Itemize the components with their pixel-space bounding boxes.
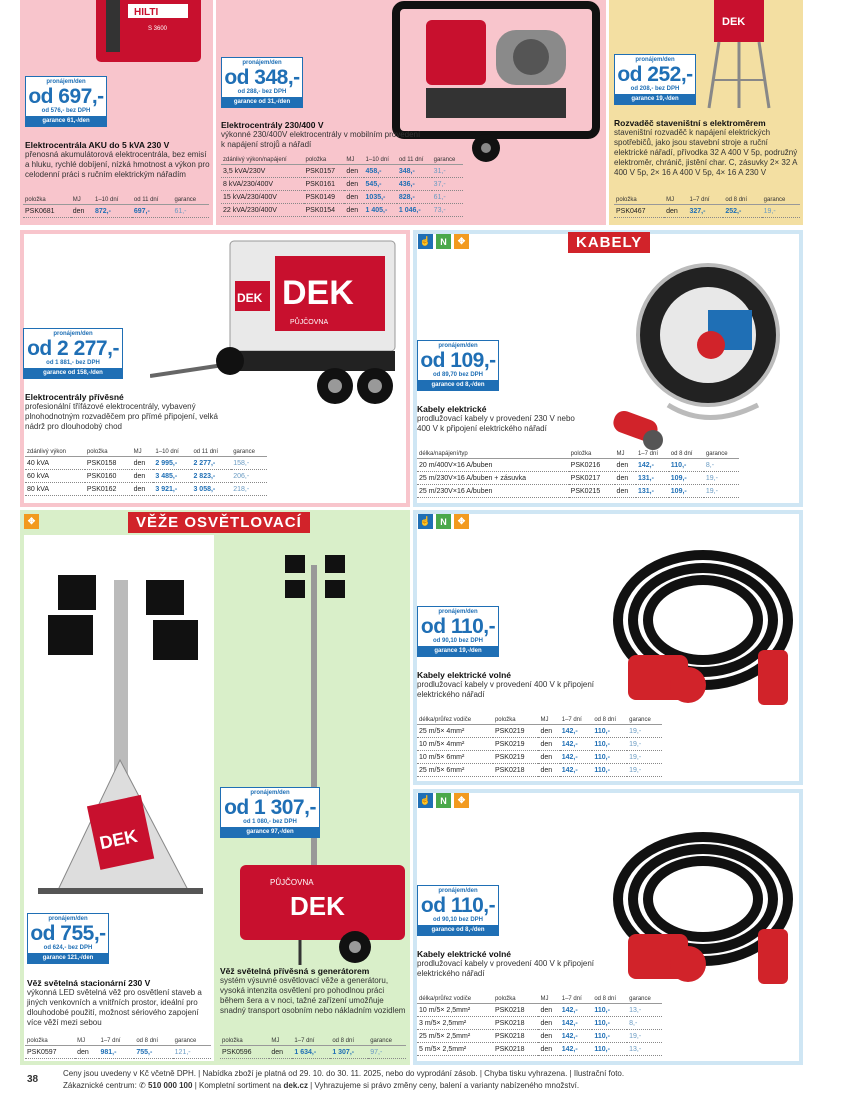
price-value: od 697,- bbox=[28, 85, 104, 108]
web-link[interactable]: dek.cz bbox=[283, 1081, 308, 1090]
price-label: pronájem/den bbox=[48, 916, 88, 922]
panel-veze bbox=[20, 510, 410, 1065]
table-row: 5 m/5× 2,5mm² PSK0218 den 142,- 110,- 13,- bbox=[417, 1043, 662, 1056]
price-label: pronájem/den bbox=[46, 79, 86, 85]
product-desc bbox=[417, 404, 587, 434]
table-row: 25 m/230V×16 A/buben PSK0215 den 131,- 109,- 19,- bbox=[417, 485, 739, 498]
hand-icon: ☝ bbox=[418, 234, 433, 249]
hand-icon: ☝ bbox=[418, 514, 433, 529]
price-box bbox=[614, 54, 696, 105]
warranty: garance 97,-/den bbox=[221, 827, 319, 837]
price-novat: od 1 881,- bez DPH bbox=[46, 360, 100, 366]
price-value: od 1 307,- bbox=[224, 796, 316, 819]
table-row: 10 m/5× 4mm² PSK0219 den 142,- 110,- 19,- bbox=[417, 738, 662, 751]
n-icon: N bbox=[436, 793, 451, 808]
panel-trailer bbox=[20, 230, 410, 507]
price-label: pronájem/den bbox=[635, 57, 675, 63]
product-desc bbox=[221, 120, 421, 150]
table-row: 25 m/230V×16 A/buben + zásuvka PSK0217 den 131,- 109,- 19,- bbox=[417, 472, 739, 485]
dek-logo-small: DEK bbox=[237, 291, 263, 305]
dek-logo: DEK bbox=[290, 891, 345, 921]
product-title: Kabely elektrické volné bbox=[417, 949, 512, 959]
category-banner: VĚŽE OSVĚTLOVACÍ bbox=[128, 512, 310, 533]
price-novat: od 288,- bez DPH bbox=[237, 89, 287, 95]
phone-icon: ✆ bbox=[139, 1081, 148, 1090]
table-row: 60 kVA PSK0160 den 3 485,- 2 823,- 206,- bbox=[25, 470, 267, 483]
product-title: Věž světelná přívěsná s generátorem bbox=[220, 966, 370, 976]
page-number: 38 bbox=[27, 1074, 39, 1085]
n-icon: N bbox=[436, 234, 451, 249]
product-desc bbox=[417, 949, 597, 979]
move-icon: ✥ bbox=[454, 514, 469, 529]
light-tower-trailer-image bbox=[230, 535, 405, 970]
price-value: od 252,- bbox=[617, 63, 693, 86]
cable-coil-image bbox=[608, 535, 798, 720]
dek-logo: DEK bbox=[97, 825, 140, 854]
table-row: 20 m/400V×16 A/buben PSK0216 den 142,- 110,- 8,- bbox=[417, 459, 739, 472]
price-value: od 755,- bbox=[30, 922, 106, 945]
hand-icon: ☝ bbox=[418, 793, 433, 808]
price-table: délka/napájení/typ položka MJ 1–7 dní od 8 dní garance 20 m/400V×16 A/buben PSK0216 den 142,- 110,- 8,- 25 m/230V×16 A/buben + zásuvka PSK0217 den 131,- 109,- 19,- 25 m/230V×16 A/buben PSK0215 den 131,- 109,- 19,- bbox=[417, 450, 739, 498]
price-table: zdánlivý výkon/napájení položka MJ 1–10 dní od 11 dní garance 3,5 kVA/230V PSK0157 den 458,- 348,- 31,- 8 kVA/230/400V PSK0161 den 545,- 436,- 37,- 15 kVA/230/400V PSK0149 den 1035,- 828,- 61,- 22 kVA/230/400V PSK0154 den 1 405,- 1 046,- 73,- bbox=[221, 156, 463, 217]
product-desc bbox=[614, 118, 802, 178]
table-row: 10 m/5× 6mm² PSK0219 den 142,- 110,- 19,- bbox=[417, 751, 662, 764]
price-novat: od 576,- bez DPH bbox=[41, 108, 91, 114]
dek-logo: DEK bbox=[282, 274, 354, 312]
panel-hilti bbox=[20, 0, 213, 225]
product-text: přenosná akumulátorová elektrocentrála, bez emisí a hluku, rychlé dobíjení, nízká hmotnost a výkon pro celodenní práci s ručním elektrickým nářadím bbox=[25, 150, 210, 179]
cable-coil-image bbox=[608, 819, 798, 999]
panel-gen230 bbox=[216, 0, 606, 225]
warranty: garance od 158,-/den bbox=[24, 368, 122, 378]
feature-badges bbox=[418, 514, 469, 529]
feature-badges bbox=[418, 793, 469, 808]
product-title: Věž světelná stacionární 230 V bbox=[27, 978, 151, 988]
price-box bbox=[220, 787, 320, 838]
table-row: PSK0467 den 327,- 252,- 19,- bbox=[614, 205, 800, 218]
table-row: 8 kVA/230/400V PSK0161 den 545,- 436,- 37,- bbox=[221, 178, 463, 191]
price-value: od 2 277,- bbox=[27, 337, 119, 360]
product-desc bbox=[27, 978, 212, 1028]
price-box bbox=[25, 76, 107, 127]
product-title: Kabely elektrické bbox=[417, 404, 487, 414]
table-row: 3,5 kVA/230V PSK0157 den 458,- 348,- 31,- bbox=[221, 165, 463, 178]
product-title: Kabely elektrické volné bbox=[417, 670, 512, 680]
feature-badges bbox=[418, 234, 469, 249]
footer-line1: Ceny jsou uvedeny v Kč včetně DPH. | Nabídka zboží je platná od 29. 10. do 30. 11. 2025, nebo do vyprodání zásob. | Chyba tisku vyhrazena. | Ilustrační foto. bbox=[63, 1069, 625, 1078]
product-title: Elektrocentrály 230/400 V bbox=[221, 120, 324, 130]
table-row: 15 kVA/230/400V PSK0149 den 1035,- 828,- 61,- bbox=[221, 191, 463, 204]
price-novat: od 90,10 bez DPH bbox=[432, 638, 483, 644]
price-label: pronájem/den bbox=[250, 790, 290, 796]
price-table: položka MJ 1–7 dní od 8 dní garance PSK0596 den 1 634,- 1 307,- 97,- bbox=[220, 1037, 406, 1059]
feature-badges bbox=[24, 514, 39, 529]
price-table: délka/průřez vodiče položka MJ 1–7 dní od 8 dní garance 10 m/5× 2,5mm² PSK0218 den 142,- 110,- 13,- 3 m/5× 2,5mm² PSK0218 den 142,- 110,- 8,- 25 m/5× 2,5mm² PSK0218 den 142,- 110,- 19,- 5 m/5× 2,5mm² PSK0218 den 142,- 110,- 13,- bbox=[417, 995, 662, 1056]
price-table: položka MJ 1–10 dní od 11 dní garance PSK0681 den 872,- 697,- 61,- bbox=[23, 196, 209, 218]
svg-text:S 3600: S 3600 bbox=[148, 26, 168, 32]
price-box bbox=[417, 885, 499, 936]
product-title: Elektrocentrály přívěsné bbox=[25, 392, 124, 402]
table-row: 3 m/5× 2,5mm² PSK0218 den 142,- 110,- 8,- bbox=[417, 1017, 662, 1030]
price-box bbox=[417, 606, 499, 657]
table-row: 10 m/5× 2,5mm² PSK0218 den 142,- 110,- 13,- bbox=[417, 1004, 662, 1017]
table-row: 25 m/5× 4mm² PSK0219 den 142,- 110,- 19,- bbox=[417, 725, 662, 738]
price-label: pronájem/den bbox=[242, 60, 282, 66]
price-novat: od 90,10 bez DPH bbox=[432, 917, 483, 923]
warranty: garance 121,-/den bbox=[28, 953, 108, 963]
panel-kabely bbox=[413, 230, 803, 507]
product-desc bbox=[220, 966, 410, 1016]
price-novat: od 1 080,- bez DPH bbox=[243, 819, 297, 825]
product-title: Elektrocentrála AKU do 5 kVA 230 V bbox=[25, 140, 170, 150]
table-row: 80 kVA PSK0162 den 3 921,- 3 058,- 218,- bbox=[25, 483, 267, 496]
price-box bbox=[27, 913, 109, 964]
product-text: prodlužovací kabely v provedení 230 V nebo 400 V k připojení elektrického nářadí bbox=[417, 414, 575, 433]
product-desc bbox=[25, 392, 225, 432]
price-value: od 110,- bbox=[420, 894, 496, 917]
product-desc bbox=[417, 670, 597, 700]
price-box bbox=[23, 328, 123, 379]
panel-volne2 bbox=[413, 789, 803, 1065]
price-novat: od 208,- bez DPH bbox=[630, 86, 680, 92]
product-text: výkonná LED světelná věž pro osvětlení staveb a jiných venkovních a vnitřních prostor, ideální pro dlouhodobé použití, možnost sériového zapojení více věží mezi sebou bbox=[27, 988, 202, 1027]
pujcovna-logo: PŮJČOVNA bbox=[270, 878, 314, 887]
category-banner: KABELY bbox=[568, 232, 650, 253]
pujcovna-logo: PŮJČOVNA bbox=[290, 319, 329, 326]
table-row: PSK0597 den 981,- 755,- 121,- bbox=[25, 1046, 211, 1059]
price-box bbox=[417, 340, 499, 391]
table-row: PSK0681 den 872,- 697,- 61,- bbox=[23, 205, 209, 218]
price-value: od 109,- bbox=[420, 349, 496, 372]
warranty: garance od 31,-/den bbox=[222, 97, 302, 107]
svg-text:HILTI: HILTI bbox=[134, 7, 159, 18]
panel-volne1 bbox=[413, 510, 803, 785]
price-novat: od 624,- bez DPH bbox=[43, 945, 93, 951]
price-value: od 348,- bbox=[224, 66, 300, 89]
product-text: profesionální třífázové elektrocentrály, vybavený plnohodnotným rozvaděčem pro přímé připojení, velká nádrž pro dlouhodobý chod bbox=[25, 402, 218, 431]
footer-line2: Zákaznické centrum: ✆ 510 000 100 | Kompletní sortiment na dek.cz | Vyhrazujeme si právo změny ceny, balení a varianty nabízeného množství. bbox=[63, 1081, 580, 1090]
table-row: 25 m/5× 6mm² PSK0218 den 142,- 110,- 19,- bbox=[417, 764, 662, 777]
hilti-generator-image bbox=[88, 0, 208, 72]
warranty: garance 19,-/den bbox=[615, 94, 695, 104]
warranty: garance 61,-/den bbox=[26, 116, 106, 126]
price-label: pronájem/den bbox=[438, 343, 478, 349]
warranty: garance 19,-/den bbox=[418, 646, 498, 656]
cable-reel-image bbox=[608, 245, 788, 450]
table-row: 25 m/5× 2,5mm² PSK0218 den 142,- 110,- 19,- bbox=[417, 1030, 662, 1043]
product-title: Rozvaděč staveništní s elektroměrem bbox=[614, 118, 766, 128]
warranty: garance od 8,-/den bbox=[418, 380, 498, 390]
table-row: PSK0596 den 1 634,- 1 307,- 97,- bbox=[220, 1046, 406, 1059]
price-value: od 110,- bbox=[420, 615, 496, 638]
table-row: 40 kVA PSK0158 den 2 995,- 2 277,- 158,- bbox=[25, 457, 267, 470]
warranty: garance od 8,-/den bbox=[418, 925, 498, 935]
light-tower-stationary-image bbox=[28, 560, 213, 905]
phone-number[interactable]: 510 000 100 bbox=[147, 1081, 193, 1090]
page-footer bbox=[0, 1066, 850, 1100]
product-text: staveništní rozvaděč k napájení elektrických spotřebičů, jako jsou stavební stroje a ruční elektrické nářadí, přívodka 32 A 400 V 5p, podružný elektroměr, chránič, jistění char. C, zásuvky 2× 32 A 400 V 5p, 2× 16 A 400 V 5p, 4× 16 A 230 V bbox=[614, 128, 798, 177]
price-table: délka/průřez vodiče položka MJ 1–7 dní od 8 dní garance 25 m/5× 4mm² PSK0219 den 142,- 110,- 19,- 10 m/5× 4mm² PSK0219 den 142,- 110,- 19,- 10 m/5× 6mm² PSK0219 den 142,- 110,- 19,- 25 m/5× 6mm² PSK0218 den 142,- 110,- 19,- bbox=[417, 716, 662, 777]
product-text: prodlužovací kabely v provedení 400 V k připojení elektrického nářadí bbox=[417, 680, 594, 699]
move-icon: ✥ bbox=[454, 793, 469, 808]
price-novat: od 89,70 bez DPH bbox=[432, 372, 483, 378]
rozvadec-image bbox=[704, 0, 799, 112]
price-box bbox=[221, 57, 303, 108]
panel-rozvadec bbox=[609, 0, 803, 225]
price-label: pronájem/den bbox=[438, 888, 478, 894]
table-row: 22 kVA/230/400V PSK0154 den 1 405,- 1 046,- 73,- bbox=[221, 204, 463, 217]
n-icon: N bbox=[436, 514, 451, 529]
price-label: pronájem/den bbox=[53, 331, 93, 337]
move-icon: ✥ bbox=[454, 234, 469, 249]
price-label: pronájem/den bbox=[438, 609, 478, 615]
price-table: položka MJ 1–7 dní od 8 dní garance PSK0467 den 327,- 252,- 19,- bbox=[614, 196, 800, 218]
product-text: prodlužovací kabely v provedení 400 V k připojení elektrického nářadí bbox=[417, 959, 594, 978]
price-table: zdánlivý výkon položka MJ 1–10 dní od 11 dní garance 40 kVA PSK0158 den 2 995,- 2 277,- 158,- 60 kVA PSK0160 den 3 485,- 2 823,- 206,- 80 kVA PSK0162 den 3 921,- 3 058,- 218,- bbox=[25, 448, 267, 496]
product-desc bbox=[25, 140, 211, 180]
dek-logo: DEK bbox=[722, 16, 746, 28]
price-table: položka MJ 1–7 dní od 8 dní garance PSK0597 den 981,- 755,- 121,- bbox=[25, 1037, 211, 1059]
product-text: výkonné 230/400V elektrocentrály v mobilním provedení k napájení strojů a nářadí bbox=[221, 130, 421, 149]
product-text: systém výsuvné osvětlovací věže a generátoru, vysoká intenzita osvětlení pro pohodlnou práci během šera a v noci, tažné zařízení umožňuje snadný transport osobním nebo nákladním vozidlem bbox=[220, 976, 406, 1015]
move-icon: ✥ bbox=[24, 514, 39, 529]
